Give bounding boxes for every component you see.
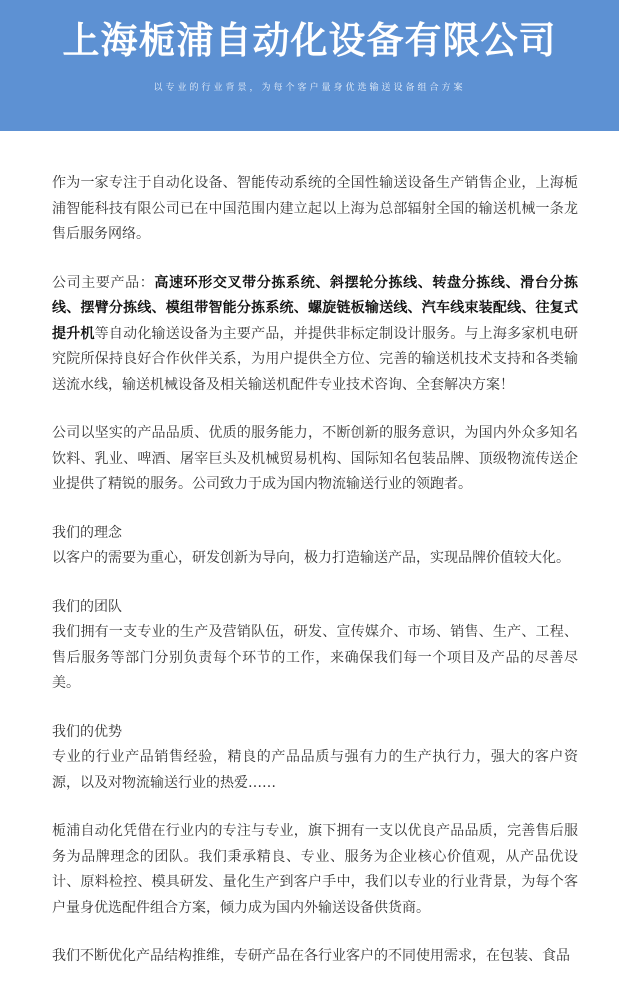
team-body: 我们拥有一支专业的生产及营销队伍，研发、宣传媒介、市场、销售、生产、工程、售后服务等部门分别负责每个环节的工作，来确保我们每一个项目及产品的尽善尽美。 bbox=[52, 624, 578, 691]
products-list: 高速环形交叉带分拣系统、斜摆轮分拣线、转盘分拣线、滑台分拣线、摆臂分拣线、模组带智能分拣系统、螺旋链板输送线、汽车线束装配线、往复式提升机 bbox=[52, 274, 579, 342]
trailing-paragraph: 我们不断优化产品结构推维，专研产品在各行业客户的不同使用需求，在包装、食品 bbox=[52, 948, 570, 964]
team-title: 我们的团队 bbox=[52, 598, 122, 615]
team-section bbox=[52, 595, 578, 697]
closing-paragraph: 栀浦自动化凭借在行业内的专注与专业，旗下拥有一支以优良产品品质，完善售后服务为品牌理念的团队。我们秉承精良、专业、服务为企业核心价值观，从产品优设计、原料检控、模具研发、量化生产到客户手中，我们以专业的行业背景，为每个客户量身优选配件组合方案，倾力成为国内外输送设备供货商。 bbox=[52, 823, 578, 916]
quality-paragraph: 公司以坚实的产品品质、优质的服务能力，不断创新的服务意识，为国内外众多知名饮料、乳业、啤酒、屠宰巨头及机械贸易机构、国际知名包装品牌、顶级物流传送企业提供了精锐的服务。公司致力于成为国内物流输送行业的领跑者。 bbox=[52, 425, 578, 492]
philosophy-title: 我们的理念 bbox=[52, 524, 122, 541]
company-slogan: 以专业的行业背景，为每个客户量身优选输送设备组合方案 bbox=[153, 83, 466, 93]
philosophy-section bbox=[52, 521, 578, 572]
article-body bbox=[52, 171, 578, 993]
intro-paragraph: 作为一家专注于自动化设备、智能传动系统的全国性输送设备生产销售企业，上海栀浦智能科技有限公司已在中国范围内建立起以上海为总部辐射全国的输送机械一条龙售后服务网络。 bbox=[52, 175, 578, 242]
advantage-body: 专业的行业产品销售经验，精良的产品品质与强有力的生产执行力，强大的客户资源，以及对物流输送行业的热爱…… bbox=[52, 749, 578, 791]
products-paragraph bbox=[52, 271, 578, 399]
company-title: 上海栀浦自动化设备有限公司 bbox=[62, 19, 557, 62]
products-prefix: 公司主要产品： bbox=[52, 274, 155, 291]
advantage-section bbox=[52, 720, 578, 797]
header-banner bbox=[0, 0, 619, 131]
philosophy-body: 以客户的需要为重心，研发创新为导向，极力打造输送产品，实现品牌价值较大化。 bbox=[52, 550, 570, 566]
advantage-title: 我们的优势 bbox=[52, 723, 122, 740]
products-suffix: 等自动化输送设备为主要产品，并提供非标定制设计服务。与上海多家机电研究院所保持良好合作伙伴关系，为用户提供全方位、完善的输送机技术支持和各类输送流水线，输送机械设备及相关输送机配件专业技术咨询、全套解决方案！ bbox=[52, 325, 579, 393]
